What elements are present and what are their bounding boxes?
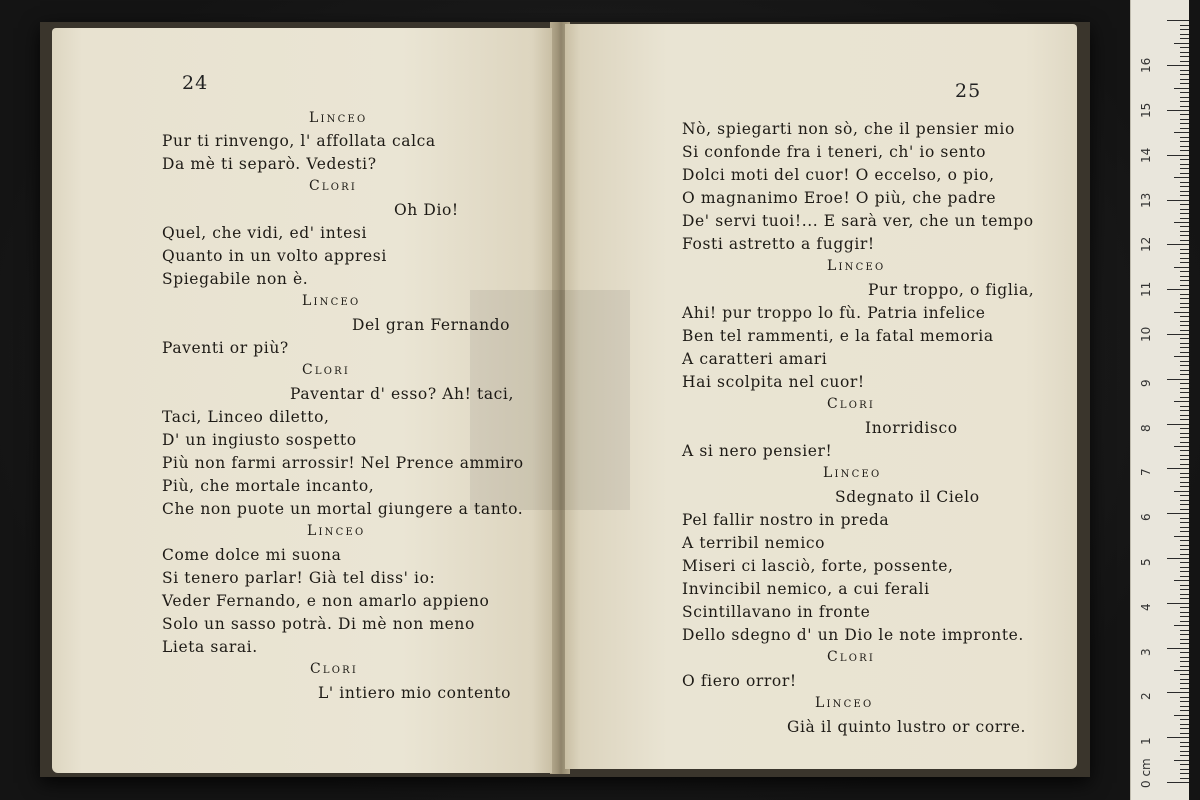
ruler-tick: [1180, 728, 1189, 729]
ruler-tick: [1180, 661, 1189, 662]
ruler-tick: [1180, 679, 1189, 680]
ruler-tick: [1180, 442, 1189, 443]
ruler-tick: [1167, 200, 1189, 201]
left-verse-line: Lieta sarai.: [162, 638, 258, 656]
ruler-tick: [1180, 769, 1189, 770]
ruler-tick: [1174, 625, 1189, 626]
right-verse-line: Hai scolpita nel cuor!: [682, 373, 865, 391]
ruler-tick: [1180, 500, 1189, 501]
ruler-number: 0 cm: [1139, 758, 1153, 788]
ruler-tick: [1180, 204, 1189, 205]
ruler-tick: [1180, 276, 1189, 277]
ruler-tick: [1180, 365, 1189, 366]
left-verse-line: Veder Fernando, e non amarlo appieno: [162, 592, 490, 610]
ruler-tick: [1180, 374, 1189, 375]
ruler-tick: [1180, 392, 1189, 393]
ruler-tick: [1167, 424, 1189, 425]
ruler-tick: [1180, 406, 1189, 407]
left-verse-line: Solo un sasso potrà. Di mè non meno: [162, 615, 475, 633]
ruler-tick: [1180, 455, 1189, 456]
right-verse-line: Fosti astretto a fuggir!: [682, 235, 875, 253]
ruler-tick: [1180, 666, 1189, 667]
ruler-tick: [1180, 540, 1189, 541]
ruler-tick: [1180, 486, 1189, 487]
ruler-tick: [1180, 621, 1189, 622]
ruler-tick: [1180, 218, 1189, 219]
ruler-tick: [1180, 119, 1189, 120]
ruler-number: 14: [1139, 147, 1153, 163]
left-verse-line: Pur ti rinvengo, l' affollata calca: [162, 132, 436, 150]
ruler-tick: [1180, 61, 1189, 62]
ruler-tick: [1174, 580, 1189, 581]
ruler-tick: [1180, 79, 1189, 80]
ruler-tick: [1180, 25, 1189, 26]
left-speaker-label: Clori: [309, 178, 358, 194]
ruler-tick: [1167, 65, 1189, 66]
left-speaker-label: Linceo: [309, 110, 368, 126]
ruler-tick: [1180, 352, 1189, 353]
ruler-tick: [1180, 213, 1189, 214]
ruler-tick: [1180, 652, 1189, 653]
ruler-tick: [1180, 764, 1189, 765]
ruler-tick: [1180, 209, 1189, 210]
right-verse-line: Nò, spiegarti non sò, che il pensier mio: [682, 120, 1015, 138]
ruler-tick: [1174, 670, 1189, 671]
ruler-tick: [1180, 182, 1189, 183]
ruler-tick: [1180, 742, 1189, 743]
right-verse-line: Invincibil nemico, a cui ferali: [682, 580, 930, 598]
left-verse-line: Spiegabile non è.: [162, 270, 309, 288]
ruler-tick: [1180, 674, 1189, 675]
left-verse-line: Del gran Fernando: [352, 316, 511, 334]
ruler-tick: [1180, 137, 1189, 138]
ruler-tick: [1180, 101, 1189, 102]
ruler-tick: [1167, 513, 1189, 514]
right-verse-line: Pel fallir nostro in preda: [682, 511, 890, 529]
ruler-tick: [1180, 38, 1189, 39]
left-verse-line: Come dolce mi suona: [162, 546, 342, 564]
ruler-tick: [1180, 657, 1189, 658]
ruler-tick: [1167, 244, 1189, 245]
ruler-tick: [1180, 477, 1189, 478]
ruler-tick: [1180, 321, 1189, 322]
ruler-tick: [1180, 522, 1189, 523]
ruler-tick: [1180, 473, 1189, 474]
ruler-tick: [1180, 83, 1189, 84]
ruler-tick: [1180, 509, 1189, 510]
ruler-tick: [1167, 334, 1189, 335]
ruler-tick: [1167, 379, 1189, 380]
ruler-tick: [1180, 746, 1189, 747]
ruler-tick: [1180, 495, 1189, 496]
ruler-tick: [1180, 271, 1189, 272]
ruler-tick: [1174, 267, 1189, 268]
right-verse-line: Pur troppo, o figlia,: [868, 281, 1035, 299]
ruler-tick: [1180, 128, 1189, 129]
ruler-tick: [1180, 450, 1189, 451]
right-verse-line: Ahi! pur troppo lo fù. Patria infelice: [682, 304, 986, 322]
ruler-tick: [1174, 715, 1189, 716]
right-verse-line: Si confonde fra i teneri, ch' io sento: [682, 143, 987, 161]
ruler-tick: [1167, 603, 1189, 604]
right-verse-line: O magnanimo Eroe! O più, che padre: [682, 189, 997, 207]
ruler-tick: [1180, 554, 1189, 555]
left-page-number: 24: [182, 72, 209, 94]
ruler-tick: [1180, 195, 1189, 196]
left-speaker-label: Clori: [302, 362, 351, 378]
ruler-tick: [1180, 146, 1189, 147]
ruler-tick: [1180, 52, 1189, 53]
ruler-tick: [1180, 249, 1189, 250]
ruler-tick: [1180, 639, 1189, 640]
ruler-tick: [1180, 598, 1189, 599]
ruler-tick: [1180, 415, 1189, 416]
ruler-tick: [1180, 778, 1189, 779]
ruler-tick: [1180, 607, 1189, 608]
ruler-tick: [1180, 482, 1189, 483]
ruler-tick: [1180, 262, 1189, 263]
right-speaker-label: Linceo: [815, 695, 874, 711]
ruler-tick: [1180, 589, 1189, 590]
right-verse-line: Scintillavano in fronte: [682, 603, 871, 621]
right-verse-line: A terribil nemico: [682, 534, 826, 552]
ruler-tick: [1180, 437, 1189, 438]
ruler-tick: [1180, 294, 1189, 295]
ruler-tick: [1180, 616, 1189, 617]
ruler-tick: [1174, 401, 1189, 402]
ruler-tick: [1180, 773, 1189, 774]
right-verse-line: Dolci moti del cuor! O eccelso, o pio,: [682, 166, 995, 184]
ruler-tick: [1180, 527, 1189, 528]
ruler-tick: [1174, 491, 1189, 492]
ruler-tick: [1174, 760, 1189, 761]
ruler-tick: [1180, 370, 1189, 371]
ruler-tick: [1180, 388, 1189, 389]
ruler-number: 16: [1139, 57, 1153, 74]
left-verse-line: L' intiero mio contento: [318, 684, 512, 702]
ruler-tick: [1180, 258, 1189, 259]
ruler-tick: [1174, 222, 1189, 223]
right-verse-line: Miseri ci lasciò, forte, possente,: [682, 557, 954, 575]
ruler-tick: [1180, 701, 1189, 702]
ruler-tick: [1180, 159, 1189, 160]
ruler-tick: [1180, 29, 1189, 30]
ruler-tick: [1180, 594, 1189, 595]
ruler-number: 8: [1139, 423, 1153, 432]
ruler-tick: [1180, 697, 1189, 698]
ruler-tick: [1180, 285, 1189, 286]
ruler-tick: [1180, 240, 1189, 241]
right-page-number: 25: [955, 80, 982, 102]
ruler-tick: [1180, 719, 1189, 720]
ruler-tick: [1180, 298, 1189, 299]
ruler-tick: [1180, 361, 1189, 362]
right-speaker-label: Clori: [827, 649, 876, 665]
ruler-tick: [1180, 316, 1189, 317]
ruler-tick: [1180, 576, 1189, 577]
ruler-number: 4: [1139, 603, 1153, 611]
right-speaker-label: Clori: [827, 396, 876, 412]
right-speaker-label: Linceo: [823, 465, 882, 481]
ruler-tick: [1174, 312, 1189, 313]
right-verse-line: Già il quinto lustro or corre.: [787, 718, 1027, 736]
ruler-tick: [1180, 710, 1189, 711]
ruler-tick: [1180, 683, 1189, 684]
ruler-tick: [1180, 464, 1189, 465]
ruler-tick: [1180, 751, 1189, 752]
ruler-number: 3: [1139, 647, 1153, 656]
ruler-number: 11: [1139, 281, 1153, 298]
ruler-tick: [1174, 177, 1189, 178]
ruler-tick: [1180, 150, 1189, 151]
ruler-tick: [1180, 428, 1189, 429]
ruler-tick: [1180, 571, 1189, 572]
ruler-tick: [1180, 330, 1189, 331]
measurement-ruler: [1130, 0, 1189, 800]
ruler-tick: [1180, 253, 1189, 254]
left-verse-line: Oh Dio!: [394, 201, 459, 219]
ruler-tick: [1180, 168, 1189, 169]
ruler-number: 10: [1139, 326, 1153, 342]
ruler-tick: [1180, 34, 1189, 35]
right-verse-line: Ben tel rammenti, e la fatal memoria: [682, 327, 994, 345]
ruler-tick: [1180, 630, 1189, 631]
ruler-tick: [1180, 235, 1189, 236]
left-verse-line: D' un ingiusto sospetto: [162, 431, 357, 449]
ruler-tick: [1174, 446, 1189, 447]
right-verse-line: Inorridisco: [865, 419, 958, 437]
ruler-tick: [1167, 110, 1189, 111]
right-verse-line: O fiero orror!: [682, 672, 797, 690]
ruler-tick: [1167, 468, 1189, 469]
ruler-tick: [1180, 303, 1189, 304]
ruler-tick: [1180, 47, 1189, 48]
left-verse-line: Paventi or più?: [162, 339, 289, 357]
ruler-tick: [1180, 106, 1189, 107]
ruler-tick: [1180, 419, 1189, 420]
left-verse-line: Paventar d' esso? Ah! taci,: [290, 385, 515, 403]
right-speaker-label: Linceo: [827, 258, 886, 274]
left-verse-line: Più, che mortale incanto,: [162, 477, 375, 495]
ruler-tick: [1180, 755, 1189, 756]
library-watermark: [430, 270, 670, 530]
ruler-number: 5: [1139, 558, 1153, 566]
ruler-tick: [1180, 724, 1189, 725]
ruler-tick: [1180, 186, 1189, 187]
ruler-tick: [1180, 433, 1189, 434]
ruler-tick: [1180, 504, 1189, 505]
ruler-tick: [1167, 20, 1189, 21]
ruler-tick: [1180, 97, 1189, 98]
right-verse-line: A si nero pensier!: [682, 442, 833, 460]
ruler-tick: [1180, 343, 1189, 344]
ruler-tick: [1167, 692, 1189, 693]
ruler-tick: [1167, 648, 1189, 649]
left-speaker-label: Clori: [310, 661, 359, 677]
ruler-tick: [1180, 643, 1189, 644]
left-speaker-label: Linceo: [307, 523, 366, 539]
ruler-tick: [1167, 155, 1189, 156]
ruler-tick: [1167, 782, 1189, 783]
ruler-number: 12: [1139, 237, 1153, 253]
ruler-tick: [1174, 43, 1189, 44]
ruler-tick: [1180, 383, 1189, 384]
ruler-tick: [1180, 545, 1189, 546]
ruler-tick: [1180, 141, 1189, 142]
ruler-tick: [1174, 536, 1189, 537]
ruler-tick: [1180, 567, 1189, 568]
ruler-tick: [1174, 356, 1189, 357]
ruler-tick: [1180, 518, 1189, 519]
ruler-tick: [1180, 459, 1189, 460]
ruler-tick: [1180, 280, 1189, 281]
left-verse-line: Quanto in un volto appresi: [162, 247, 387, 265]
ruler-tick: [1180, 307, 1189, 308]
ruler-tick: [1174, 132, 1189, 133]
ruler-tick: [1180, 70, 1189, 71]
ruler-tick: [1180, 231, 1189, 232]
ruler-tick: [1180, 56, 1189, 57]
ruler-tick: [1180, 531, 1189, 532]
ruler-tick: [1167, 737, 1189, 738]
ruler-number: 6: [1139, 513, 1153, 522]
left-verse-line: Più non farmi arrossir! Nel Prence ammiro: [162, 454, 524, 472]
ruler-tick: [1180, 585, 1189, 586]
ruler-tick: [1180, 92, 1189, 93]
left-verse-line: Quel, che vidi, ed' intesi: [162, 224, 368, 242]
right-verse-line: A caratteri amari: [682, 350, 828, 368]
ruler-tick: [1167, 558, 1189, 559]
ruler-tick: [1180, 123, 1189, 124]
ruler-number: 9: [1139, 379, 1153, 387]
ruler-tick: [1180, 634, 1189, 635]
ruler-tick: [1180, 612, 1189, 613]
ruler-tick: [1180, 226, 1189, 227]
ruler-tick: [1180, 173, 1189, 174]
ruler-tick: [1180, 733, 1189, 734]
right-verse-line: De' servi tuoi!... E sarà ver, che un tempo: [682, 212, 1034, 230]
ruler-tick: [1180, 410, 1189, 411]
ruler-tick: [1180, 706, 1189, 707]
ruler-tick: [1180, 114, 1189, 115]
ruler-number: 1: [1139, 737, 1153, 746]
ruler-number: 2: [1139, 692, 1153, 701]
left-speaker-label: Linceo: [302, 293, 361, 309]
ruler-tick: [1167, 289, 1189, 290]
left-verse-line: Da mè ti separò. Vedesti?: [162, 155, 377, 173]
left-verse-line: Che non puote un mortal giungere a tanto.: [162, 500, 524, 518]
ruler-tick: [1180, 688, 1189, 689]
right-verse-line: Dello sdegno d' un Dio le note impronte.: [682, 626, 1024, 644]
ruler-number: 13: [1139, 192, 1153, 208]
ruler-number: 7: [1139, 468, 1153, 477]
ruler-tick: [1180, 549, 1189, 550]
right-verse-line: Sdegnato il Cielo: [835, 488, 980, 506]
ruler-tick: [1180, 338, 1189, 339]
left-verse-line: Si tenero parlar! Già tel diss' io:: [162, 569, 436, 587]
ruler-tick: [1180, 74, 1189, 75]
left-verse-line: Taci, Linceo diletto,: [162, 408, 330, 426]
ruler-tick: [1180, 164, 1189, 165]
ruler-tick: [1180, 397, 1189, 398]
ruler-tick: [1180, 562, 1189, 563]
ruler-tick: [1174, 88, 1189, 89]
ruler-tick: [1180, 325, 1189, 326]
ruler-tick: [1180, 347, 1189, 348]
ruler-number: 15: [1139, 102, 1153, 118]
ruler-tick: [1180, 191, 1189, 192]
